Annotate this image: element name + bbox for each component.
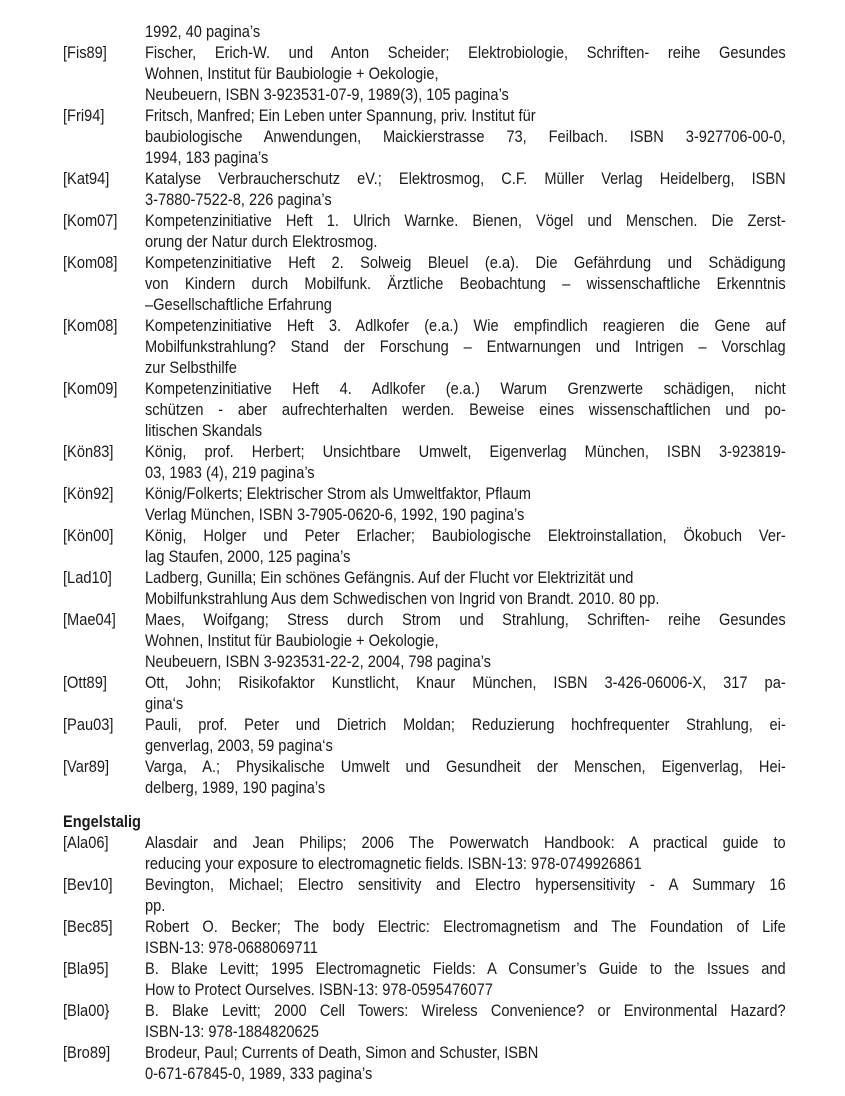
reference-line-row (0, 630, 845, 651)
reference-text-line: B. Blake Levitt; 2000 Cell Towers: Wireless Convenience? or Environmental Hazard? (145, 1001, 786, 1020)
reference-text-line: 03, 1983 (4), 219 pagina’s (145, 463, 315, 482)
reference-line-row (0, 420, 845, 441)
reference-line-row (0, 895, 845, 916)
reference-key: [Mae04] (63, 610, 116, 629)
reference-text-line: Kompetenzinitiative Heft 2. Solweig Bleuel (e.a). Die Gefährdung und Schädigung (145, 253, 786, 272)
reference-line-row (0, 336, 845, 357)
reference-line-row (0, 735, 845, 756)
reference-key: [Var89] (63, 757, 110, 776)
reference-text-line: litischen Skandals (145, 421, 263, 440)
reference-text-line: reducing your exposure to electromagnetic fields. ISBN-13: 978-0749926861 (145, 854, 642, 873)
reference-key: [Kom08] (63, 316, 118, 335)
reference-text-line: 0-671-67845-0, 1989, 333 pagina’s (145, 1064, 373, 1083)
reference-text-line: genverlag, 2003, 59 pagina‘s (145, 736, 333, 755)
reference-line-row (0, 504, 845, 525)
reference-line-row (0, 1063, 845, 1084)
reference-text-line: Varga, A.; Physikalische Umwelt und Gesundheit der Menschen, Eigenverlag, Hei- (145, 757, 786, 776)
reference-line-row (0, 937, 845, 958)
reference-text-line: Ott, John; Risikofaktor Kunstlicht, Knaur München, ISBN 3-426-06006-X, 317 pa- (145, 673, 786, 692)
reference-line-row (0, 588, 845, 609)
reference-text-line: von Kindern durch Mobilfunk. Ärztliche Beobachtung – wissenschaftliche Erkenntnis (145, 274, 786, 293)
reference-line-row (0, 756, 845, 777)
reference-line-row (0, 874, 845, 895)
reference-line-row (0, 168, 845, 189)
reference-line-row (0, 1042, 845, 1063)
reference-text-line: schützen - aber aufrechterhalten werden. Beweise eines wissenschaftlichen und po- (145, 400, 786, 419)
reference-text-line: Wohnen, Institut für Baubiologie + Oekologie, (145, 64, 439, 83)
reference-text-line: Alasdair and Jean Philips; 2006 The Powerwatch Handbook: A practical guide to (145, 833, 786, 852)
reference-line-row (0, 567, 845, 588)
reference-line-row (0, 21, 845, 42)
reference-line-row (0, 42, 845, 63)
reference-line-row (0, 777, 845, 798)
reference-text-line: Robert O. Becker; The body Electric: Electromagnetism and The Foundation of Life (145, 917, 786, 936)
reference-text-line: König/Folkerts; Elektrischer Strom als Umweltfaktor, Pflaum (145, 484, 531, 503)
reference-line-row (0, 378, 845, 399)
reference-line-row (0, 672, 845, 693)
reference-line-row (0, 609, 845, 630)
reference-text-line: delberg, 1989, 190 pagina’s (145, 778, 326, 797)
reference-text-line: Brodeur, Paul; Currents of Death, Simon and Schuster, ISBN (145, 1043, 539, 1062)
reference-key: [Bla95] (63, 959, 109, 978)
reference-text-line: How to Protect Ourselves. ISBN-13: 978-0595476077 (145, 980, 493, 999)
reference-line-row (0, 63, 845, 84)
reference-key: [Bec85] (63, 917, 113, 936)
reference-text-line: pp. (145, 896, 166, 915)
reference-key: [Bla00} (63, 1001, 110, 1020)
reference-key: [Kom09] (63, 379, 118, 398)
reference-key: [Ala06] (63, 833, 109, 852)
reference-key: [Kom07] (63, 211, 118, 230)
reference-text-line: Kompetenzinitiative Heft 4. Adlkofer (e.a.) Warum Grenzwerte schädigen, nicht (145, 379, 786, 398)
reference-text-line: orung der Natur durch Elektrosmog. (145, 232, 378, 251)
reference-line-row (0, 462, 845, 483)
reference-text-line: Fritsch, Manfred; Ein Leben unter Spannung, priv. Institut für (145, 106, 536, 125)
reference-text-line: Mobilfunkstrahlung Aus dem Schwedischen von Ingrid von Brandt. 2010. 80 pp. (145, 589, 660, 608)
reference-text-line: Bevington, Michael; Electro sensitivity and Electro hypersensitivity - A Summary 16 (145, 875, 786, 894)
reference-key: [Kön92] (63, 484, 114, 503)
reference-text-line: 1994, 183 pagina’s (145, 148, 269, 167)
reference-text-line: ISBN-13: 978-0688069711 (145, 938, 318, 957)
reference-line-row (0, 210, 845, 231)
reference-key: [Ott89] (63, 673, 107, 692)
reference-line-row (0, 441, 845, 462)
reference-text-line: Mobilfunkstrahlung? Stand der Forschung – Entwarnungen und Intrigen – Vorschlag (145, 337, 786, 356)
reference-text-line: gina‘s (145, 694, 184, 713)
reference-line-row (0, 294, 845, 315)
reference-text-line: Wohnen, Institut für Baubiologie + Oekologie, (145, 631, 439, 650)
reference-line-row (0, 546, 845, 567)
reference-line-row (0, 399, 845, 420)
reference-key: [Bev10] (63, 875, 113, 894)
reference-line-row (0, 651, 845, 672)
reference-line-row (0, 1021, 845, 1042)
reference-text-line: Pauli, prof. Peter und Dietrich Moldan; Reduzierung hochfrequenter Strahlung, ei- (145, 715, 786, 734)
reference-line-row (0, 105, 845, 126)
reference-line-row (0, 853, 845, 874)
reference-text-line: Ladberg, Gunilla; Ein schönes Gefängnis. Auf der Flucht vor Elektrizität und (145, 568, 634, 587)
reference-text-line: Verlag München, ISBN 3-7905-0620-6, 1992, 190 pagina’s (145, 505, 525, 524)
reference-line-row (0, 525, 845, 546)
reference-line-row (0, 252, 845, 273)
reference-text-line: B. Blake Levitt; 1995 Electromagnetic Fields: A Consumer’s Guide to the Issues and (145, 959, 786, 978)
reference-key: [Bro89] (63, 1043, 111, 1062)
reference-line-row (0, 126, 845, 147)
reference-line-row (0, 84, 845, 105)
reference-key: [Fis89] (63, 43, 107, 62)
reference-line-row (0, 979, 845, 1000)
reference-line-row (0, 958, 845, 979)
reference-line-row (0, 1000, 845, 1021)
reference-line-row (0, 273, 845, 294)
reference-line-row (0, 357, 845, 378)
reference-text-line: zur Selbsthilfe (145, 358, 237, 377)
reference-key: [Kön83] (63, 442, 114, 461)
reference-line-row (0, 315, 845, 336)
reference-text-line: Neubeuern, ISBN 3-923531-07-9, 1989(3), 105 pagina’s (145, 85, 509, 104)
reference-text-line: lag Staufen, 2000, 125 pagina’s (145, 547, 351, 566)
reference-line-row (0, 231, 845, 252)
reference-line-row (0, 916, 845, 937)
reference-key: [Kat94] (63, 169, 110, 188)
reference-key: [Pau03] (63, 715, 114, 734)
reference-text-line: König, prof. Herbert; Unsichtbare Umwelt, Eigenverlag München, ISBN 3-923819- (145, 442, 786, 461)
reference-text-line: Kompetenzinitiative Heft 1. Ulrich Warnke. Bienen, Vögel und Menschen. Die Zerst- (145, 211, 786, 230)
reference-text-line: Fischer, Erich-W. und Anton Scheider; Elektrobiologie, Schriften- reihe Gesundes (145, 43, 786, 62)
reference-line-row (0, 693, 845, 714)
reference-text-line: König, Holger und Peter Erlacher; Baubiologische Elektroinstallation, Ökobuch Ver- (145, 526, 786, 545)
reference-line-row (0, 147, 845, 168)
reference-text-line: ISBN-13: 978-1884820625 (145, 1022, 319, 1041)
reference-text-line: Kompetenzinitiative Heft 3. Adlkofer (e.a.) Wie empfindlich reagieren die Gene auf (145, 316, 786, 335)
reference-key: [Lad10] (63, 568, 112, 587)
reference-text-line: Katalyse Verbraucherschutz eV.; Elektrosmog, C.F. Müller Verlag Heidelberg, ISBN (145, 169, 786, 188)
reference-text-line: baubiologische Anwendungen, Maickierstrasse 73, Feilbach. ISBN 3-927706-00-0, (145, 127, 786, 146)
reference-key: [Fri94] (63, 106, 105, 125)
reference-line-row (0, 832, 845, 853)
reference-line-row (0, 189, 845, 210)
reference-line-row (0, 483, 845, 504)
reference-text-line: –Gesellschaftliche Erfahrung (145, 295, 332, 314)
reference-text-line: Neubeuern, ISBN 3-923531-22-2, 2004, 798 pagina’s (145, 652, 492, 671)
reference-text-line: Maes, Woifgang; Stress durch Strom und Strahlung, Schriften- reihe Gesundes (145, 610, 786, 629)
reference-line-row (0, 714, 845, 735)
reference-key: [Kom08] (63, 253, 118, 272)
section-heading: Engelstalig (63, 812, 141, 831)
reference-key: [Kön00] (63, 526, 114, 545)
reference-text-line: 3-7880-7522-8, 226 pagina’s (145, 190, 332, 209)
reference-text-line: 1992, 40 pagina’s (145, 22, 261, 41)
